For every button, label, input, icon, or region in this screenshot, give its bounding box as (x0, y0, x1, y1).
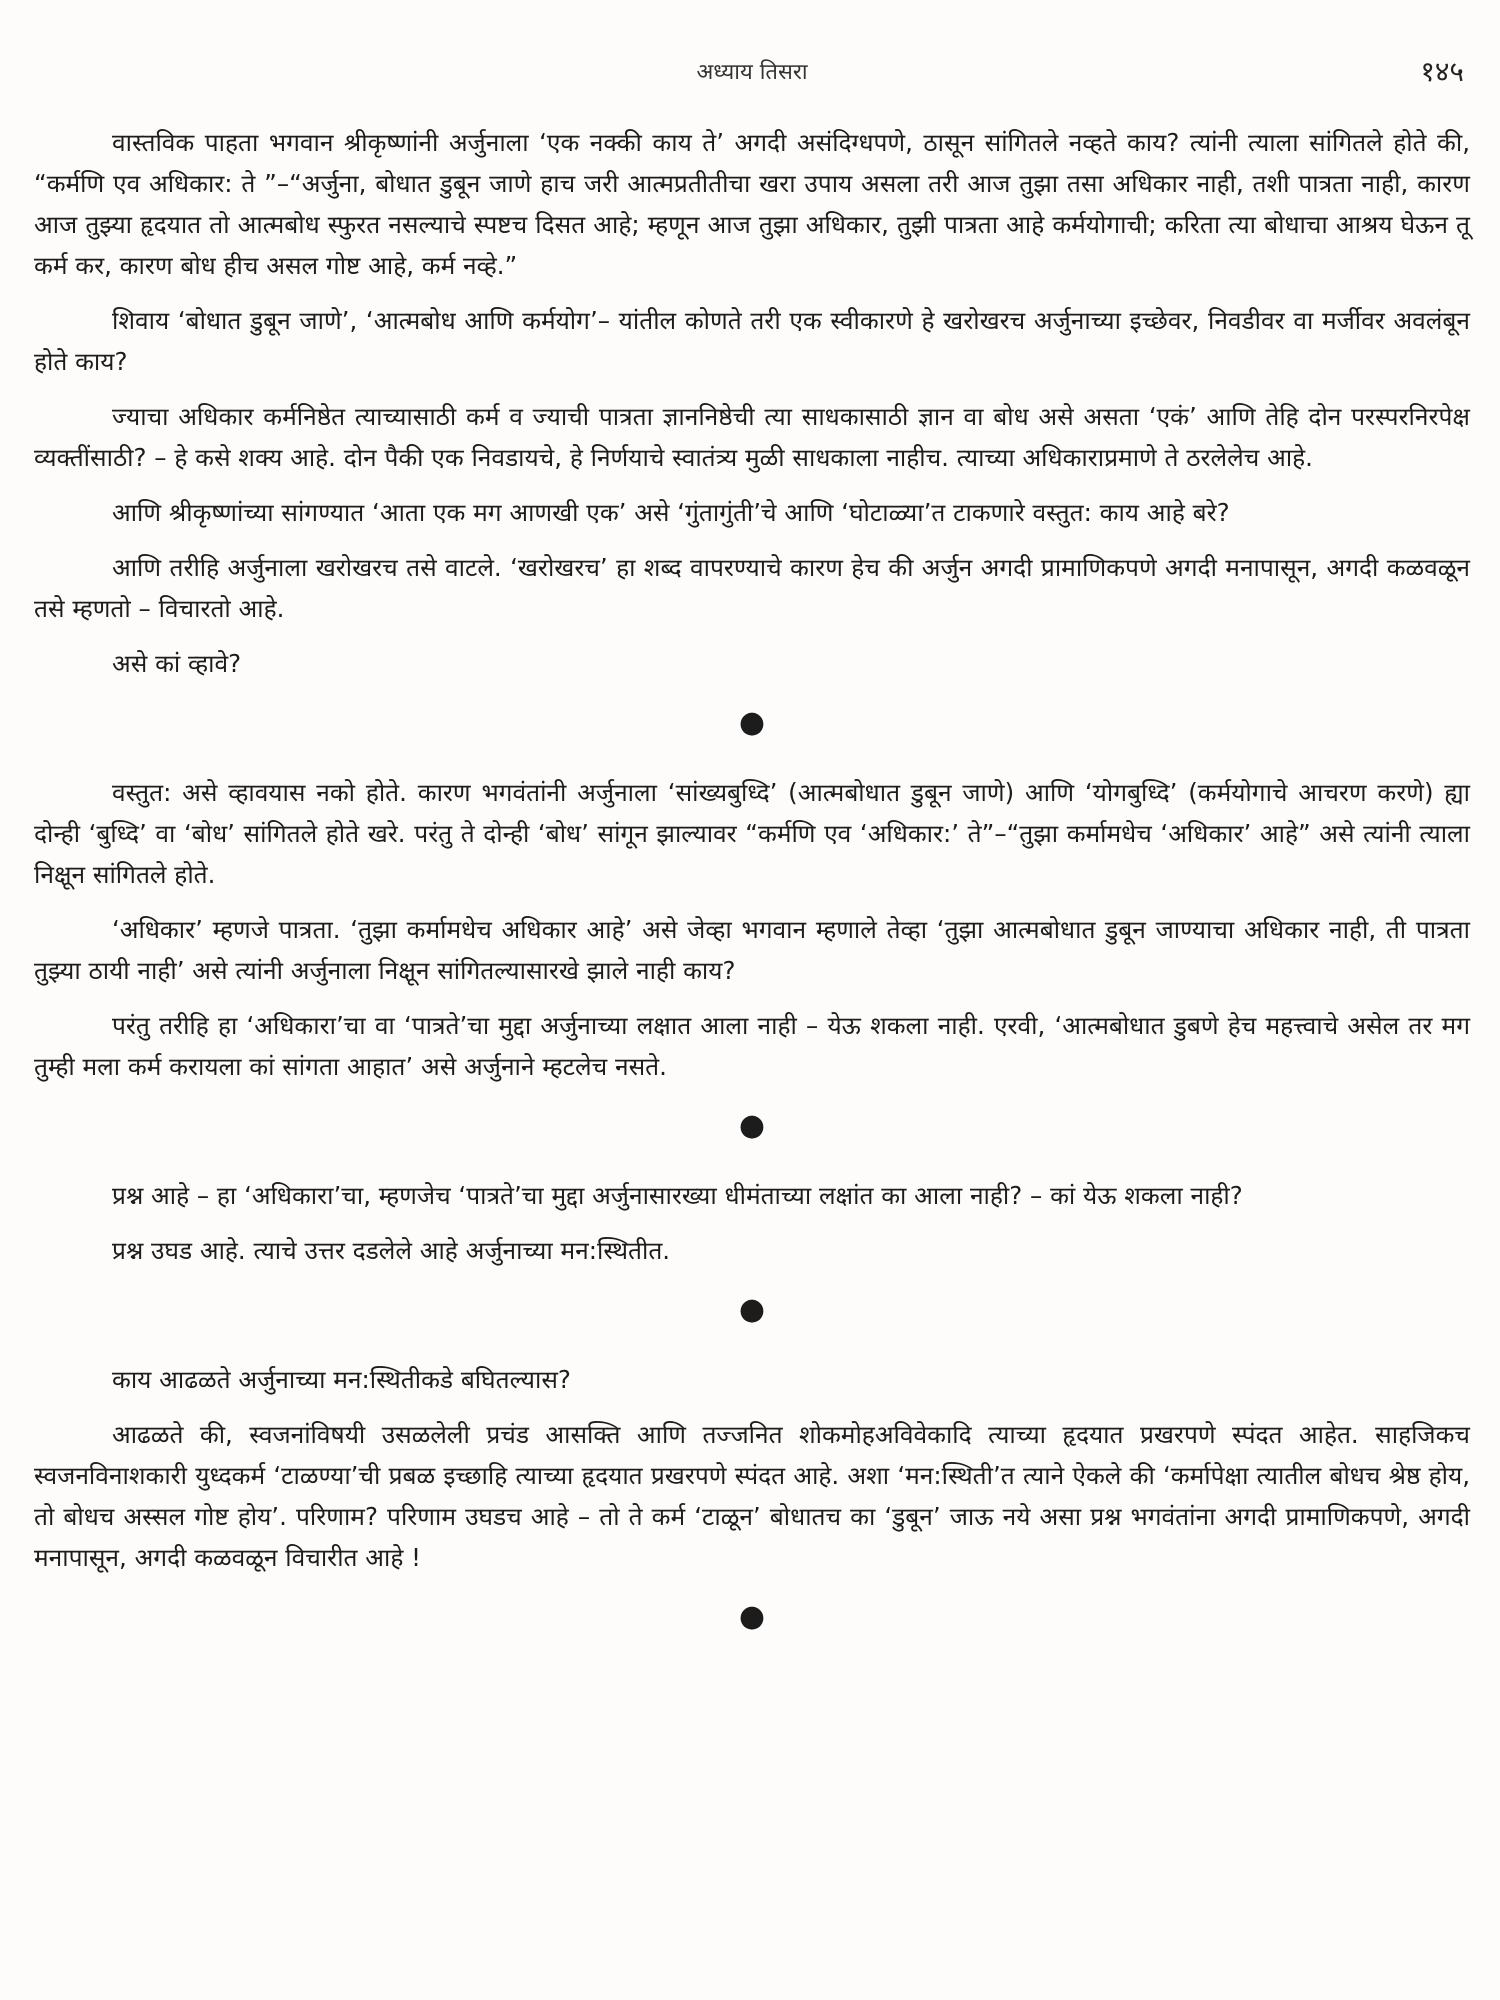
running-head: अध्याय तिसरा (696, 60, 808, 85)
section-separator: ● (738, 1108, 766, 1143)
paragraph: असे कां व्हावे? (112, 649, 242, 678)
section-separator: ● (738, 1292, 766, 1327)
paragraph: ज्याचा अधिकार कर्मनिष्ठेत त्याच्यासाठी कर्म व ज्याची पात्रता ज्ञाननिष्ठेची त्या साधकासाठी ज्ञान वा बोध असे असता ‘एकं’ आणि तेहि दोन परस्परनिरपेक्ष व्यक्तींसाठी? – हे कसे शक्य आहे. दोन पैकी एक निवडायचे, हे निर्णयाचे स्वातंत्र्य मुळी साधकाला नाहीच. त्याच्या अधिकाराप्रमाणे ते ठरलेलेच आहे. (34, 402, 1470, 472)
paragraph: वस्तुत: असे व्हावयास नको होते. कारण भगवंतांनी अर्जुनाला ‘सांख्यबुध्दि’ (आत्मबोधात डुबून जाणे) आणि ‘योगबुध्दि’ (कर्मयोगाचे आचरण करणे) ह्या दोन्ही ‘बुध्दि’ वा ‘बोध’ सांगितले होते खरे. परंतु ते दोन्ही ‘बोध’ सांगून झाल्यावर “कर्मणि एव ‘अधिकार:’ ते”–“तुझा कर्मामधेच ‘अधिकार’ आहे” असे त्यांनी त्याला निक्षून सांगितले होते. (34, 778, 1470, 889)
paragraph: आढळते की, स्वजनांविषयी उसळलेली प्रचंड आसक्ति आणि तज्जनित शोकमोहअविवेकादि त्याच्या हृदयात प्रखरपणे स्पंदत आहेत. साहजिकच स्वजनविनाशकारी युध्दकर्म ‘टाळण्या’ची प्रबळ इच्छाहि त्याच्या हृदयात प्रखरपणे स्पंदत आहे. अशा ‘मन:स्थिती’त त्याने ऐकले की ‘कर्मापेक्षा त्यातील बोधच श्रेष्ठ होय, तो बोधच अस्सल गोष्ट होय’. परिणाम? परिणाम उघडच आहे – तो ते कर्म ‘टाळून’ बोधातच का ‘डुबून’ जाऊ नये असा प्रश्न भगवंतांना अगदी प्रामाणिकपणे, अगदी मनापासून, अगदी कळवळून विचारीत आहे ! (34, 1420, 1470, 1572)
page-header (34, 52, 1470, 98)
paragraph: परंतु तरीहि हा ‘अधिकारा’चा वा ‘पात्रते’चा मुद्दा अर्जुनाच्या लक्षात आला नाही – येऊ शकला नाही. एरवी, ‘आत्मबोधात डुबणे हेच महत्त्वाचे असेल तर मग तुम्ही मला कर्म करायला कां सांगता आहात’ असे अर्जुनाने म्हटलेच नसते. (34, 1011, 1470, 1081)
section-separator: ● (738, 1599, 766, 1634)
paragraph: ‘अधिकार’ म्हणजे पात्रता. ‘तुझा कर्मामधेच अधिकार आहे’ असे जेव्हा भगवान म्हणाले तेव्हा ‘तुझा आत्मबोधात डुबून जाण्याचा अधिकार नाही, ती पात्रता तुझ्या ठायी नाही’ असे त्यांनी अर्जुनाला निक्षून सांगितल्यासारखे झाले नाही काय? (34, 915, 1470, 985)
paragraph: प्रश्न उघड आहे. त्याचे उत्तर दडलेले आहे अर्जुनाच्या मन:स्थितीत. (112, 1236, 671, 1265)
paragraph: शिवाय ‘बोधात डुबून जाणे’, ‘आत्मबोध आणि कर्मयोग’– यांतील कोणते तरी एक स्वीकारणे हे खरोखरच अर्जुनाच्या इच्छेवर, निवडीवर वा मर्जीवर अवलंबून होते काय? (34, 306, 1470, 376)
paragraph: आणि श्रीकृष्णांच्या सांगण्यात ‘आता एक मग आणखी एक’ असे ‘गुंतागुंती’चे आणि ‘घोटाळ्या’त टाकणारे वस्तुत: काय आहे बरे? (112, 498, 1230, 527)
paragraph: काय आढळते अर्जुनाच्या मन:स्थितीकडे बघितल्यास? (112, 1365, 571, 1394)
paragraph: प्रश्न आहे – हा ‘अधिकारा’चा, म्हणजेच ‘पात्रते’चा मुद्दा अर्जुनासारख्या धीमंताच्या लक्षांत का आला नाही? – कां येऊ शकला नाही? (112, 1181, 1243, 1210)
paragraph: वास्तविक पाहता भगवान श्रीकृष्णांनी अर्जुनाला ‘एक नक्की काय ते’ अगदी असंदिग्धपणे, ठासून सांगितले नव्हते काय? त्यांनी त्याला सांगितले होते की, “कर्मणि एव अधिकार: ते ”–“अर्जुना, बोधात डुबून जाणे हाच जरी आत्मप्रतीतीचा खरा उपाय असला तरी आज तुझा तसा अधिकार नाही, तशी पात्रता नाही, कारण आज तुझ्या हृदयात तो आत्मबोध स्फुरत नसल्याचे स्पष्टच दिसत आहे; म्हणून आज तुझा अधिकार, तुझी पात्रता आहे कर्मयोगाची; करिता त्या बोधाचा आश्रय घेऊन तू कर्म कर, कारण बोध हीच असल गोष्ट आहे, कर्म नव्हे.” (34, 128, 1470, 280)
paragraph: आणि तरीहि अर्जुनाला खरोखरच तसे वाटले. ‘खरोखरच’ हा शब्द वापरण्याचे कारण हेच की अर्जुन अगदी प्रामाणिकपणे अगदी मनापासून, अगदी कळवळून तसे म्हणतो – विचारतो आहे. (34, 553, 1470, 623)
page-body (34, 122, 1470, 1632)
page-number: १४५ (1420, 55, 1464, 88)
section-separator: ● (738, 705, 766, 740)
